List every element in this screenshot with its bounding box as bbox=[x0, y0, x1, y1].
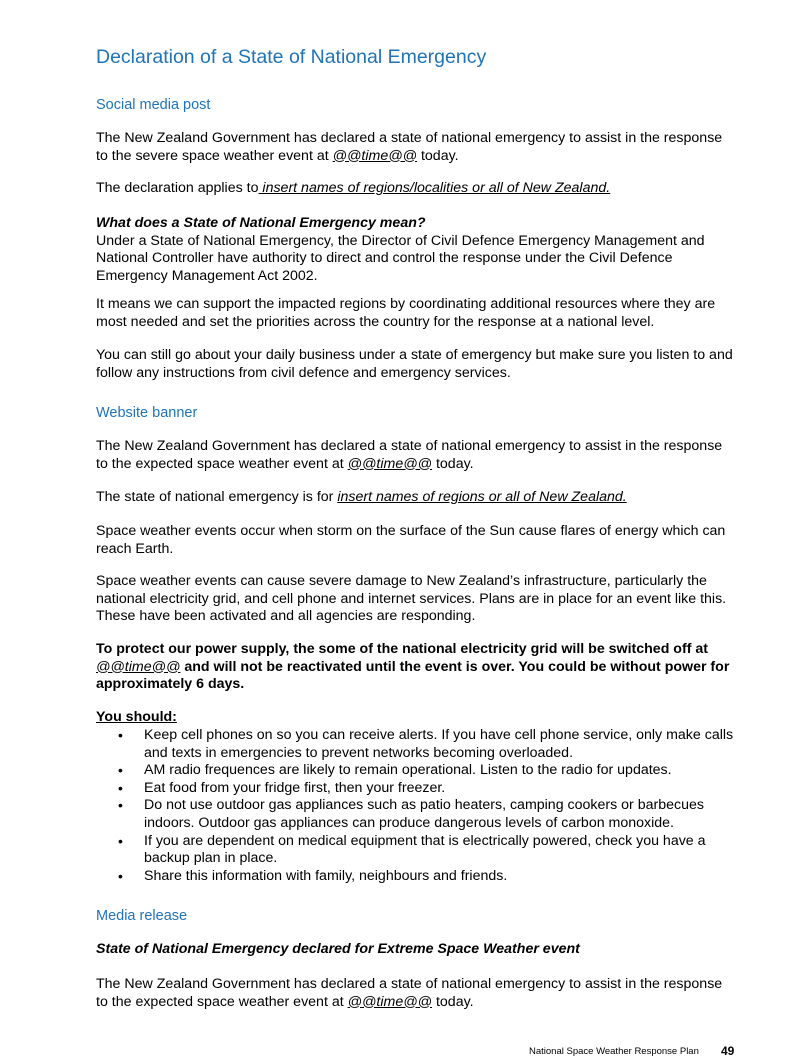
section-heading-banner: Website banner bbox=[96, 405, 198, 421]
regions-placeholder: insert names of regions or all of New Zealand. bbox=[337, 489, 627, 505]
social-paragraph-4: It means we can support the impacted regions by coordinating additional resources where they are most needed and set the priorities across the country for the response at a national level. bbox=[96, 296, 716, 330]
social-p2-text: The declaration applies to bbox=[96, 180, 259, 196]
social-question-block bbox=[96, 215, 736, 285]
list-item-text: Do not use outdoor gas appliances such as patio heaters, camping cookers or barbecues indoors. Outdoor gas appliances can produce dangerous levels of carbon monoxide. bbox=[144, 797, 704, 831]
media-subheading: State of National Emergency declared for Extreme Space Weather event bbox=[96, 941, 580, 957]
bullet-icon: • bbox=[118, 727, 123, 743]
section-heading-social: Social media post bbox=[96, 97, 211, 113]
footer-title: National Space Weather Response Plan bbox=[529, 1046, 699, 1057]
media-paragraph-1 bbox=[96, 976, 736, 1011]
time-placeholder: @@time@@ bbox=[347, 455, 433, 472]
advice-list bbox=[96, 727, 736, 885]
social-paragraph-1 bbox=[96, 130, 736, 165]
list-item-text: Keep cell phones on so you can receive alerts. If you have cell phone service, only make calls and texts in emergencies to prevent networks becoming overloaded. bbox=[144, 727, 734, 761]
social-paragraph-2 bbox=[96, 180, 736, 198]
list-item bbox=[96, 780, 736, 798]
time-placeholder: @@time@@ bbox=[332, 147, 418, 164]
bullet-icon: • bbox=[118, 867, 123, 884]
bullet-icon: • bbox=[118, 797, 123, 814]
media-p1-end: today. bbox=[432, 993, 474, 1010]
question-heading: What does a State of National Emergency mean? bbox=[96, 215, 426, 231]
list-item bbox=[96, 797, 736, 832]
section-heading-media: Media release bbox=[96, 908, 188, 924]
social-p1-text: The New Zealand Government has declared a state of national emergency to assist in the response to the severe space weather event at bbox=[96, 130, 723, 164]
question-body: Under a State of National Emergency, the Director of Civil Defence Emergency Management and National Controller have authority to direct and control the response under the Civil Defence Emergency Management Act 2002. bbox=[96, 232, 705, 284]
social-p1-end: today. bbox=[417, 147, 459, 164]
page-title: Declaration of a State of National Emergency bbox=[96, 46, 487, 68]
banner-paragraph-2 bbox=[96, 489, 736, 507]
list-item bbox=[96, 833, 736, 868]
list-item-text: AM radio frequences are likely to remain operational. Listen to the radio for updates. bbox=[144, 762, 672, 779]
power-warning-end: and will not be reactivated until the event is over. You could be without power for approximately 6 days. bbox=[96, 658, 730, 693]
banner-paragraph-1 bbox=[96, 438, 736, 473]
list-item-text: If you are dependent on medical equipment that is electrically powered, check you have a backup plan in place. bbox=[144, 832, 706, 867]
bullet-icon: • bbox=[118, 779, 123, 796]
regions-placeholder: insert names of regions/localities or all of New Zealand. bbox=[258, 180, 611, 196]
banner-p1-end: today. bbox=[432, 455, 474, 472]
list-item bbox=[96, 727, 736, 762]
banner-p2-text: The state of national emergency is for bbox=[96, 489, 338, 505]
page-number: 49 bbox=[721, 1044, 735, 1058]
banner-p1-text: The New Zealand Government has declared a state of national emergency to assist in the response to the expected space weather event at bbox=[96, 438, 723, 472]
media-p1-text: The New Zealand Government has declared a state of national emergency to assist in the response to the expected space weather event at bbox=[96, 976, 723, 1010]
power-warning-text: To protect our power supply, the some of the national electricity grid will be switched off at bbox=[96, 641, 708, 657]
should-heading: You should: bbox=[96, 709, 177, 725]
banner-paragraph-4: Space weather events can cause severe damage to New Zealand’s infrastructure, particularly the national electricity grid, and cell phone and internet services. Plans are in place for an event like this. These have been activated and all agencies are responding. bbox=[96, 573, 727, 625]
social-paragraph-5: You can still go about your daily business under a state of emergency but make sure you listen to and follow any instructions from civil defence and emergency services. bbox=[96, 347, 733, 381]
list-item bbox=[96, 868, 736, 886]
banner-power-warning bbox=[96, 641, 736, 694]
page-footer bbox=[0, 1044, 806, 1060]
list-item bbox=[96, 762, 736, 780]
list-item-text: Share this information with family, neighbours and friends. bbox=[144, 867, 508, 884]
time-placeholder: @@time@@ bbox=[347, 993, 433, 1010]
banner-paragraph-3: Space weather events occur when storm on the surface of the Sun cause flares of energy which can reach Earth. bbox=[96, 523, 726, 557]
time-placeholder: @@time@@ bbox=[96, 658, 181, 675]
bullet-icon: • bbox=[118, 832, 123, 849]
list-item-text: Eat food from your fridge first, then your freezer. bbox=[144, 779, 446, 796]
bullet-icon: • bbox=[118, 762, 123, 779]
